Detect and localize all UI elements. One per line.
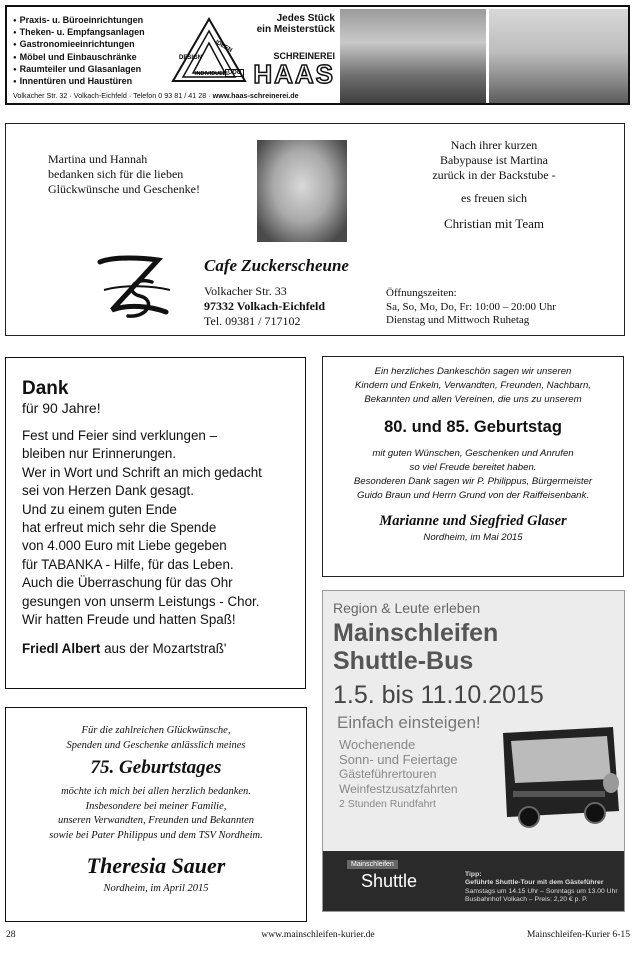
feature-item: Weinfestzusatzfahrten	[339, 782, 458, 796]
cafe-city: 97332 Volkach-Eichfeld	[204, 299, 326, 313]
place-date: Nordheim, im Mai 2015	[423, 531, 523, 543]
tip-line: Busbahnhof Volkach – Preis: 2,20 € p. P.	[465, 896, 588, 904]
hours-title: Öffnungszeiten:	[386, 287, 457, 299]
cafe-name: Cafe Zuckerscheune	[204, 256, 349, 275]
poem-line: Wer in Wort und Schrift an mich gedacht	[22, 464, 262, 480]
return-announcement	[394, 138, 594, 231]
service-item: ● Praxis- u. Büroeinrichtungen	[13, 15, 168, 27]
issue-label: Mainschleifen-Kurier 6-15	[526, 929, 630, 940]
text-line: bedanken sich für die lieben	[48, 167, 184, 181]
service-item: ● Innentüren und Haustüren	[13, 76, 168, 88]
logo-word-ideen: IDEEN	[214, 39, 233, 54]
poem-line: hat erfreut mich sehr die Spende	[22, 520, 217, 536]
tip-line: Samstags um 14.15 Uhr – Sonntags um 13.00 Uhr	[465, 887, 618, 895]
thanks-text	[48, 152, 200, 197]
occasion-heading: 80. und 85. Geburtstag	[384, 418, 562, 437]
opening-hours	[386, 287, 556, 328]
season-dates: 1.5. bis 11.10.2015	[333, 681, 544, 709]
poem-line: bleiben nur Erinnerungen.	[22, 446, 177, 462]
service-item: ● Gastronomieeinrichtungen	[13, 39, 168, 51]
poem-line: von 4.000 Euro mit Liebe gegeben	[22, 538, 227, 554]
hours-closed: Dienstag und Mittwoch Ruhetag	[386, 314, 530, 326]
text-line: Nach ihrer kurzen	[450, 138, 538, 152]
logo-big-text: Shuttle	[361, 871, 418, 891]
shuttle-bus-ad	[322, 590, 625, 912]
haas-logo	[169, 9, 339, 93]
feature-item: Gästeführertouren	[339, 767, 437, 781]
body-line: sowie bei Pater Philippus und dem TSV Nordheim.	[49, 829, 263, 841]
restaurant-photo	[340, 9, 486, 104]
shuttle-tagline: Einfach einsteigen!	[337, 713, 481, 732]
signature: Marianne und Siegfried Glaser	[379, 512, 567, 529]
place-date: Nordheim, im April 2015	[103, 883, 209, 894]
occasion-heading: 75. Geburtstages	[90, 757, 222, 778]
title-line: Shuttle-Bus	[333, 647, 474, 675]
website-link[interactable]: www.haas-schreinerei.de	[212, 91, 299, 100]
poem-line: Wir hatten Freude und hatten Spaß!	[22, 612, 236, 628]
address-text: Volkacher Str. 32 · Volkach-Eichfeld · Telefon 0 93 81 / 41 28 ·	[13, 91, 213, 100]
feature-item: 2 Stunden Rundfahrt	[339, 798, 436, 810]
logo-word-individuell: INDIVIDUELL	[195, 71, 230, 77]
service-item: ● Raumteiler und Glasanlagen	[13, 64, 168, 76]
feature-list	[339, 737, 458, 812]
tip-box	[465, 871, 618, 905]
shuttle-title	[333, 619, 498, 675]
company-name: HAAS	[253, 59, 335, 89]
poem-line: Fest und Feier sind verklungen –	[22, 428, 218, 443]
body-line: Insbesondere bei meiner Familie,	[85, 800, 227, 812]
service-item: ● Theken- u. Empfangsanlagen	[13, 27, 168, 39]
footer-url[interactable]: www.mainschleifen-kurier.de	[261, 929, 375, 940]
notice-heading: Dank	[22, 378, 69, 399]
body-line: Besonderen Dank sagen wir P. Philippus, Bürgermeister	[353, 475, 593, 487]
text-line: Martina und Hannah	[48, 152, 148, 166]
shuttle-logo	[343, 853, 437, 893]
logo-word-design: DESIGN	[179, 55, 203, 61]
region-tagline: Region & Leute erleben	[333, 600, 481, 616]
logo-small-text: Mainschleifen	[347, 860, 398, 869]
company-subtitle: SCHREINEREI	[273, 51, 335, 61]
hours-days: Sa, So, Mo, Do, Fr: 10:00 – 20:00 Uhr	[386, 300, 556, 313]
body-line: Guido Braun und Herrn Grund von der Raiffeisenbank.	[357, 489, 589, 501]
dank-90-notice	[5, 357, 306, 689]
body-line: möchte ich mich bei allen herzlich bedanken.	[61, 786, 251, 797]
page-number: 28	[6, 929, 16, 940]
service-list	[13, 15, 168, 88]
service-item: ● Möbel und Einbauschränke	[13, 52, 168, 64]
signer-street: aus der Mozartstraß'	[100, 641, 227, 657]
text-line: Glückwünsche und Geschenke!	[48, 182, 200, 196]
zs-monogram-icon	[94, 252, 174, 327]
tip-line: Geführte Shuttle-Tour mit dem Gästeführer	[465, 879, 604, 887]
counter-photo	[489, 9, 629, 104]
body-line: mit guten Wünschen, Geschenken und Anrufen	[372, 448, 574, 460]
body-line: so viel Freude bereitet haben.	[409, 462, 537, 474]
title-line: Mainschleifen	[333, 619, 499, 647]
baby-photo	[257, 140, 347, 242]
team-signature: Christian mit Team	[444, 216, 544, 231]
feature-item: Sonn- und Feiertage	[339, 752, 458, 767]
poem-line: gesungen von unserm Leistungs - Chor.	[22, 593, 260, 609]
notice-signature	[22, 641, 289, 656]
haas-banner-ad	[5, 5, 630, 105]
glaser-thanks-notice	[322, 356, 624, 577]
text-line: Babypause ist Martina	[440, 153, 548, 167]
poem-line: Auch die Überraschung für das Ohr	[22, 575, 233, 591]
cafe-phone: Tel. 09381 / 717102	[204, 314, 301, 328]
theresia-thanks-notice	[5, 707, 307, 922]
poem-line: sei von Herzen Dank gesagt.	[22, 483, 194, 499]
notice-subheading: für 90 Jahre!	[22, 400, 101, 416]
intro-line: Ein herzliches Dankeschön sagen wir unseren	[374, 366, 572, 377]
text-line: zurück in der Backstube -	[432, 168, 556, 182]
cafe-contact	[204, 284, 325, 329]
notice-poem	[22, 427, 289, 629]
text-line: es freuen sich	[461, 191, 527, 205]
poem-line: Und zu einem guten Ende	[22, 501, 177, 517]
banner-slogan	[257, 13, 335, 35]
cafe-ad	[5, 123, 625, 336]
slogan-line: Jedes Stück	[276, 13, 335, 24]
signature: Theresia Sauer	[86, 853, 226, 878]
tip-title: Tipp:	[465, 870, 482, 878]
cafe-street: Volkacher Str. 33	[204, 284, 287, 298]
intro-line: Spenden und Geschenke anlässlich meines	[66, 739, 246, 751]
intro-line: Bekannten und allen Vereinen, die uns zu unserem	[364, 393, 582, 405]
logo-udo: UDO	[225, 69, 244, 77]
body-line: unseren Verwandten, Freunden und Bekannten	[57, 815, 255, 826]
intro-line: Für die zahlreichen Glückwünsche,	[81, 725, 231, 736]
bus-icon	[483, 721, 623, 831]
slogan-line: ein Meisterstück	[256, 24, 335, 35]
intro-line: Kindern und Enkeln, Verwandten, Freunden, Nachbarn,	[355, 379, 591, 391]
signer-name: Friedl Albert	[22, 641, 101, 657]
poem-line: für TABANKA - Hilfe, für das Leben.	[22, 556, 234, 572]
feature-item: Wochenende	[339, 737, 416, 752]
